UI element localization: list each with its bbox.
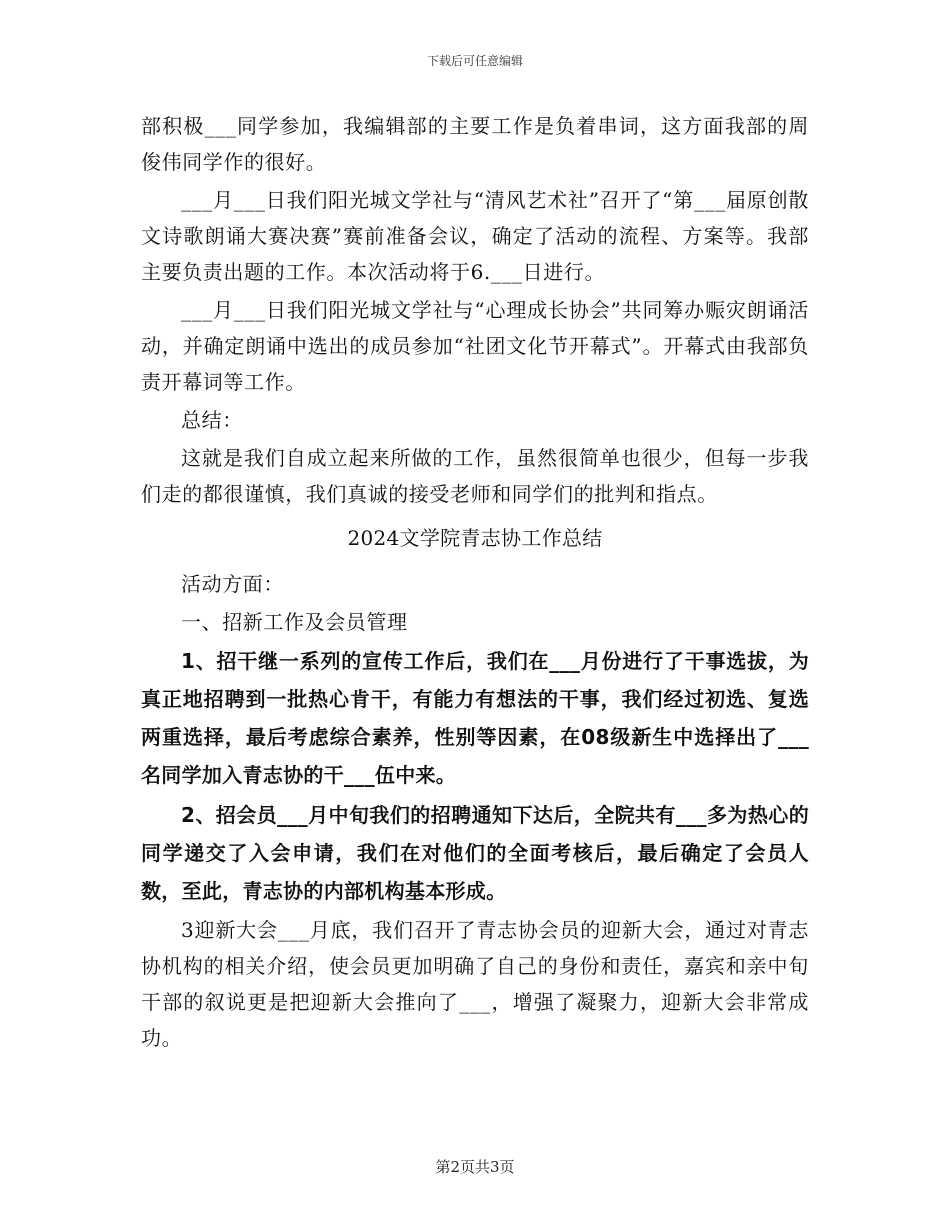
paragraph-welcome-meeting: 3迎新大会___月底，我们召开了青志协会员的迎新大会，通过对青志协机构的相关介绍，使会员更加明确了自己的身份和责任，嘉宾和亲中旬干部的叙说更是把迎新大会推向了___，增强了凝聚力，迎新大会非常成功。 — [141, 918, 809, 1050]
paragraph-recruitment-heading: 一、招新工作及会员管理 — [181, 610, 408, 634]
paragraph-summary-body: 这就是我们自成立起来所做的工作，虽然很简单也很少，但每一步我们走的都很谨慎，我们真诚的接受老师和同学们的批判和指点。 — [141, 446, 809, 506]
paragraph-recruit-members: 2、招会员___月中旬我们的招聘通知下达后，全院共有___多为热心的同学递交了入会申请，我们在对他们的全面考核后，最后确定了会员人数，至此，青志协的内部机构基本形成。 — [141, 803, 809, 903]
paragraph-editing-dept: 部积极___同学参加，我编辑部的主要工作是负着串词，这方面我部的周俊伟同学作的很好。 — [141, 114, 809, 174]
paragraph-recitation-contest: ___月___日我们阳光城文学社与“清风艺术社”召开了“第___届原创散文诗歌朗诵大赛决赛”赛前准备会议，确定了活动的流程、方案等。我部主要负责出题的工作。本次活动将于6.___日进行。 — [141, 188, 809, 284]
document-body — [141, 108, 809, 1058]
page-header: 下载后可任意编辑 — [426, 54, 523, 68]
paragraph-activities-heading: 活动方面： — [181, 572, 284, 596]
page-footer: 第2页共3页 — [435, 1158, 515, 1176]
section-title: 2024文学院青志协工作总结 — [347, 526, 603, 550]
paragraph-relief-recitation: ___月___日我们阳光城文学社与“心理成长协会”共同筹办赈灾朗诵活动，并确定朗诵中选出的成员参加“社团文化节开幕式”。开幕式由我部负责开幕词等工作。 — [141, 298, 809, 394]
paragraph-summary-heading: 总结： — [181, 408, 243, 432]
paragraph-recruit-staff: 1、招干继一系列的宣传工作后，我们在___月份进行了干事选拔，为真正地招聘到一批热心肯干，有能力有想法的干事，我们经过初选、复选两重选择，最后考虑综合素养，性别等因素，在08级新生中选择出了___名同学加入青志协的干___伍中来。 — [141, 649, 809, 787]
